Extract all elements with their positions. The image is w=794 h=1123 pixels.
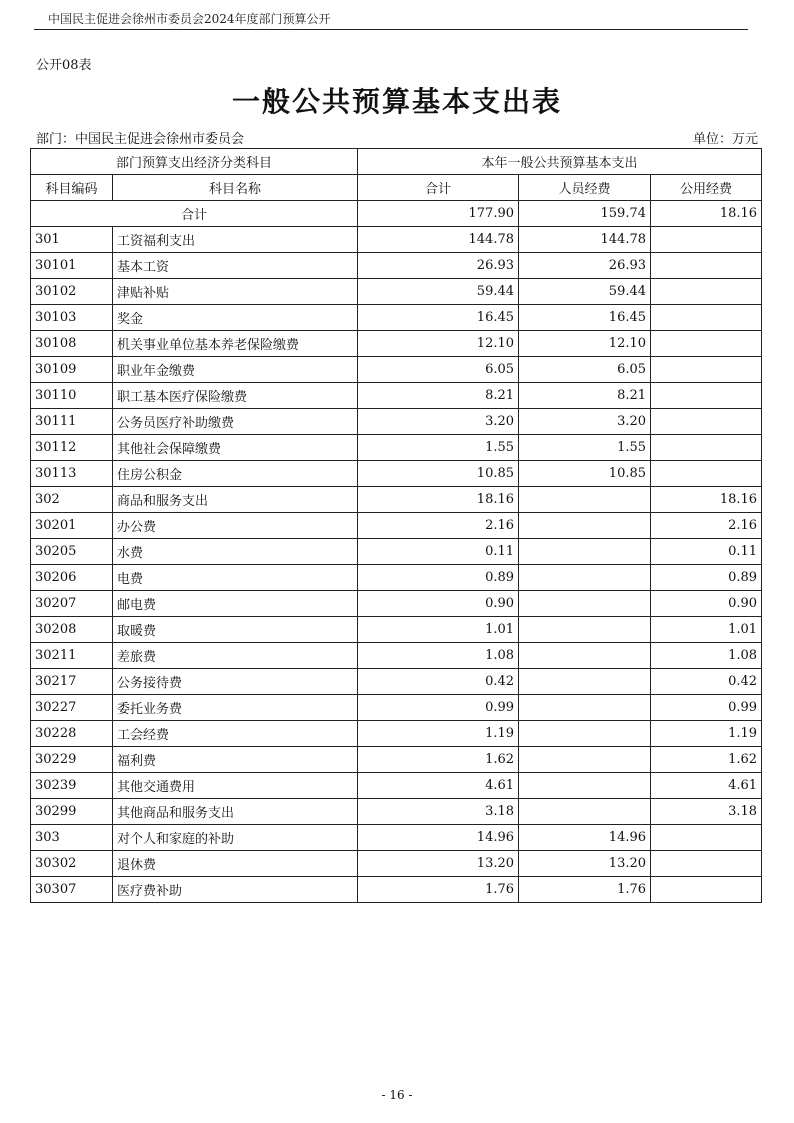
row-total: 1.01 [358,617,519,643]
row-code: 30103 [31,305,113,331]
table-row [31,877,762,903]
row-name: 邮电费 [113,591,358,617]
running-header: 中国民主促进会徐州市委员会2024年度部门预算公开 [48,12,331,26]
row-total: 2.16 [358,513,519,539]
row-public [651,305,762,331]
row-name: 职工基本医疗保险缴费 [113,383,358,409]
column-header-total: 合计 [358,175,519,201]
row-total: 1.55 [358,435,519,461]
row-name: 其他社会保障缴费 [113,435,358,461]
row-name: 公务接待费 [113,669,358,695]
row-personnel [519,669,651,695]
row-personnel: 16.45 [519,305,651,331]
row-name: 其他商品和服务支出 [113,799,358,825]
row-public [651,435,762,461]
row-public: 18.16 [651,487,762,513]
table-row [31,539,762,565]
row-name: 退休费 [113,851,358,877]
row-code: 30110 [31,383,113,409]
row-code: 30108 [31,331,113,357]
row-code: 30302 [31,851,113,877]
table-row [31,487,762,513]
table-row [31,409,762,435]
row-total: 0.42 [358,669,519,695]
row-code: 30112 [31,435,113,461]
row-total: 14.96 [358,825,519,851]
row-name: 委托业务费 [113,695,358,721]
group-header-row [31,149,762,175]
row-personnel [519,695,651,721]
table-row [31,253,762,279]
row-personnel: 10.85 [519,461,651,487]
row-name: 住房公积金 [113,461,358,487]
table-row [31,799,762,825]
row-public [651,383,762,409]
row-total: 1.76 [358,877,519,903]
table-row [31,305,762,331]
row-personnel [519,591,651,617]
table-row [31,513,762,539]
row-personnel: 26.93 [519,253,651,279]
table-row [31,591,762,617]
table-row [31,851,762,877]
row-public: 3.18 [651,799,762,825]
row-personnel [519,643,651,669]
column-header-personnel: 人员经费 [519,175,651,201]
page-number: - 16 - [381,1088,413,1102]
row-code: 30208 [31,617,113,643]
row-code: 303 [31,825,113,851]
row-name: 工资福利支出 [113,227,358,253]
column-header-public: 公用经费 [651,175,762,201]
row-public: 1.01 [651,617,762,643]
row-public [651,331,762,357]
row-public: 0.42 [651,669,762,695]
row-public [651,253,762,279]
row-code: 30229 [31,747,113,773]
row-code: 30111 [31,409,113,435]
row-total: 1.19 [358,721,519,747]
row-public: 2.16 [651,513,762,539]
group-header-economic-class: 部门预算支出经济分类科目 [31,149,358,175]
row-public: 0.90 [651,591,762,617]
row-total: 6.05 [358,357,519,383]
table-row [31,279,762,305]
column-header-code: 科目编码 [31,175,113,201]
row-code: 30217 [31,669,113,695]
total-row-label: 合计 [31,201,358,227]
row-personnel: 144.78 [519,227,651,253]
row-public: 0.11 [651,539,762,565]
row-code: 30299 [31,799,113,825]
row-name: 福利费 [113,747,358,773]
row-public: 1.08 [651,643,762,669]
row-name: 机关事业单位基本养老保险缴费 [113,331,358,357]
row-name: 对个人和家庭的补助 [113,825,358,851]
row-name: 商品和服务支出 [113,487,358,513]
row-name: 电费 [113,565,358,591]
row-total: 18.16 [358,487,519,513]
row-public [651,877,762,903]
row-personnel: 1.76 [519,877,651,903]
row-code: 30102 [31,279,113,305]
row-name: 职业年金缴费 [113,357,358,383]
row-name: 办公费 [113,513,358,539]
page-title: 一般公共预算基本支出表 [231,85,562,118]
row-personnel [519,799,651,825]
table-row [31,617,762,643]
row-total: 144.78 [358,227,519,253]
total-row-public: 18.16 [651,201,762,227]
row-total: 16.45 [358,305,519,331]
row-public: 1.62 [651,747,762,773]
row-total: 26.93 [358,253,519,279]
table-row [31,825,762,851]
total-row-total: 177.90 [358,201,519,227]
row-personnel [519,539,651,565]
row-code: 30109 [31,357,113,383]
row-total: 12.10 [358,331,519,357]
row-personnel [519,773,651,799]
row-personnel: 8.21 [519,383,651,409]
row-public [651,279,762,305]
table-code: 公开08表 [36,58,92,73]
row-total: 4.61 [358,773,519,799]
row-personnel [519,721,651,747]
column-header-row [31,175,762,201]
row-name: 医疗费补助 [113,877,358,903]
header-rule [34,29,748,30]
table-row [31,773,762,799]
row-personnel [519,487,651,513]
table-row [31,383,762,409]
row-code: 30201 [31,513,113,539]
row-personnel [519,565,651,591]
row-public: 4.61 [651,773,762,799]
table-row [31,357,762,383]
row-total: 0.90 [358,591,519,617]
row-code: 30207 [31,591,113,617]
row-code: 30228 [31,721,113,747]
row-total: 10.85 [358,461,519,487]
row-name: 差旅费 [113,643,358,669]
row-personnel [519,513,651,539]
row-public: 0.89 [651,565,762,591]
row-total: 3.20 [358,409,519,435]
row-public [651,825,762,851]
row-code: 30205 [31,539,113,565]
row-public: 0.99 [651,695,762,721]
row-personnel: 3.20 [519,409,651,435]
row-name: 津贴补贴 [113,279,358,305]
row-personnel: 13.20 [519,851,651,877]
table-row [31,331,762,357]
row-code: 30239 [31,773,113,799]
column-header-name: 科目名称 [113,175,358,201]
total-row-personnel: 159.74 [519,201,651,227]
row-code: 30211 [31,643,113,669]
table-row [31,669,762,695]
budget-table [30,148,762,903]
row-total: 8.21 [358,383,519,409]
group-header-basic-expenditure: 本年一般公共预算基本支出 [358,149,762,175]
row-name: 其他交通费用 [113,773,358,799]
table-row [31,565,762,591]
row-personnel: 6.05 [519,357,651,383]
row-name: 工会经费 [113,721,358,747]
row-public [651,461,762,487]
row-personnel: 1.55 [519,435,651,461]
row-name: 取暖费 [113,617,358,643]
table-row [31,721,762,747]
row-public [651,409,762,435]
row-total: 0.99 [358,695,519,721]
table-row [31,747,762,773]
row-name: 基本工资 [113,253,358,279]
row-total: 1.62 [358,747,519,773]
row-code: 30227 [31,695,113,721]
row-total: 0.11 [358,539,519,565]
row-public [651,227,762,253]
row-code: 30307 [31,877,113,903]
row-code: 30101 [31,253,113,279]
unit-label: 单位：万元 [692,132,758,147]
row-public [651,357,762,383]
row-personnel: 14.96 [519,825,651,851]
row-total: 13.20 [358,851,519,877]
table-row [31,435,762,461]
table-row [31,643,762,669]
table-row [31,695,762,721]
row-name: 奖金 [113,305,358,331]
row-personnel [519,747,651,773]
row-personnel: 59.44 [519,279,651,305]
row-personnel [519,617,651,643]
row-code: 301 [31,227,113,253]
row-name: 水费 [113,539,358,565]
row-public [651,851,762,877]
row-total: 1.08 [358,643,519,669]
row-public: 1.19 [651,721,762,747]
table-row [31,461,762,487]
row-name: 公务员医疗补助缴费 [113,409,358,435]
row-personnel: 12.10 [519,331,651,357]
department-label: 部门：中国民主促进会徐州市委员会 [36,132,245,147]
row-total: 3.18 [358,799,519,825]
table-row [31,227,762,253]
row-code: 302 [31,487,113,513]
row-code: 30206 [31,565,113,591]
row-code: 30113 [31,461,113,487]
row-total: 0.89 [358,565,519,591]
total-row [31,201,762,227]
row-total: 59.44 [358,279,519,305]
